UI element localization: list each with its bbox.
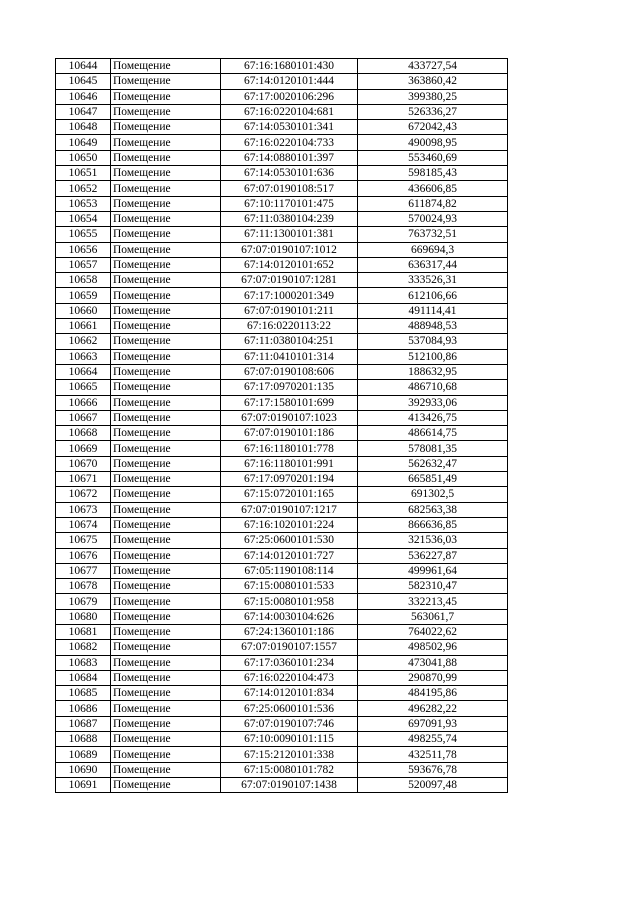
cadastral-value-cell: 363860,42 bbox=[358, 74, 508, 89]
row-number-cell: 10649 bbox=[56, 135, 111, 150]
row-number-cell: 10680 bbox=[56, 609, 111, 624]
table-row bbox=[56, 548, 508, 563]
cadastral-value-cell: 582310,47 bbox=[358, 579, 508, 594]
cadastral-number-cell: 67:07:0190107:746 bbox=[221, 716, 358, 731]
object-type-cell: Помещение bbox=[111, 426, 221, 441]
object-type-cell: Помещение bbox=[111, 181, 221, 196]
table-row bbox=[56, 716, 508, 731]
cadastral-number-cell: 67:25:0600101:530 bbox=[221, 533, 358, 548]
row-number-cell: 10675 bbox=[56, 533, 111, 548]
cadastral-value-cell: 672042,43 bbox=[358, 120, 508, 135]
cadastral-number-cell: 67:16:0220104:681 bbox=[221, 104, 358, 119]
row-number-cell: 10671 bbox=[56, 472, 111, 487]
table-row bbox=[56, 609, 508, 624]
cadastral-value-cell: 498255,74 bbox=[358, 732, 508, 747]
row-number-cell: 10683 bbox=[56, 655, 111, 670]
object-type-cell: Помещение bbox=[111, 288, 221, 303]
row-number-cell: 10653 bbox=[56, 196, 111, 211]
object-type-cell: Помещение bbox=[111, 640, 221, 655]
object-type-cell: Помещение bbox=[111, 487, 221, 502]
table-row bbox=[56, 89, 508, 104]
table-row bbox=[56, 150, 508, 165]
row-number-cell: 10687 bbox=[56, 716, 111, 731]
object-type-cell: Помещение bbox=[111, 227, 221, 242]
cadastral-number-cell: 67:17:0970201:135 bbox=[221, 380, 358, 395]
row-number-cell: 10690 bbox=[56, 762, 111, 777]
object-type-cell: Помещение bbox=[111, 319, 221, 334]
table-row bbox=[56, 441, 508, 456]
row-number-cell: 10645 bbox=[56, 74, 111, 89]
row-number-cell: 10644 bbox=[56, 59, 111, 74]
row-number-cell: 10647 bbox=[56, 104, 111, 119]
table-row bbox=[56, 777, 508, 792]
object-type-cell: Помещение bbox=[111, 74, 221, 89]
cadastral-value-cell: 520097,48 bbox=[358, 777, 508, 792]
cadastral-number-cell: 67:16:0220113:22 bbox=[221, 319, 358, 334]
cadastral-value-cell: 432511,78 bbox=[358, 747, 508, 762]
table-row bbox=[56, 242, 508, 257]
row-number-cell: 10652 bbox=[56, 181, 111, 196]
table-row bbox=[56, 624, 508, 639]
object-type-cell: Помещение bbox=[111, 395, 221, 410]
cadastral-number-cell: 67:07:0190108:606 bbox=[221, 364, 358, 379]
table-row bbox=[56, 502, 508, 517]
cadastral-value-cell: 691302,5 bbox=[358, 487, 508, 502]
cadastral-number-cell: 67:07:0190107:1023 bbox=[221, 410, 358, 425]
object-type-cell: Помещение bbox=[111, 716, 221, 731]
cadastral-number-cell: 67:14:0530101:341 bbox=[221, 120, 358, 135]
row-number-cell: 10673 bbox=[56, 502, 111, 517]
object-type-cell: Помещение bbox=[111, 655, 221, 670]
cadastral-number-cell: 67:17:0360101:234 bbox=[221, 655, 358, 670]
object-type-cell: Помещение bbox=[111, 303, 221, 318]
cadastral-number-cell: 67:17:1580101:699 bbox=[221, 395, 358, 410]
cadastral-number-cell: 67:07:0190107:1438 bbox=[221, 777, 358, 792]
cadastral-value-cell: 499961,64 bbox=[358, 563, 508, 578]
cadastral-value-cell: 290870,99 bbox=[358, 670, 508, 685]
row-number-cell: 10691 bbox=[56, 777, 111, 792]
cadastral-value-cell: 593676,78 bbox=[358, 762, 508, 777]
cadastral-value-cell: 321536,03 bbox=[358, 533, 508, 548]
cadastral-value-cell: 490098,95 bbox=[358, 135, 508, 150]
row-number-cell: 10682 bbox=[56, 640, 111, 655]
cadastral-number-cell: 67:16:1180101:991 bbox=[221, 456, 358, 471]
table-row bbox=[56, 334, 508, 349]
table-row bbox=[56, 227, 508, 242]
cadastral-number-cell: 67:10:1170101:475 bbox=[221, 196, 358, 211]
row-number-cell: 10669 bbox=[56, 441, 111, 456]
row-number-cell: 10679 bbox=[56, 594, 111, 609]
object-type-cell: Помещение bbox=[111, 762, 221, 777]
row-number-cell: 10678 bbox=[56, 579, 111, 594]
object-type-cell: Помещение bbox=[111, 747, 221, 762]
row-number-cell: 10657 bbox=[56, 257, 111, 272]
row-number-cell: 10664 bbox=[56, 364, 111, 379]
cadastral-number-cell: 67:15:0720101:165 bbox=[221, 487, 358, 502]
cadastral-value-cell: 498502,96 bbox=[358, 640, 508, 655]
row-number-cell: 10684 bbox=[56, 670, 111, 685]
cadastral-number-cell: 67:14:0880101:397 bbox=[221, 150, 358, 165]
cadastral-number-cell: 67:14:0030104:626 bbox=[221, 609, 358, 624]
cadastral-value-cell: 665851,49 bbox=[358, 472, 508, 487]
object-type-cell: Помещение bbox=[111, 135, 221, 150]
table-row bbox=[56, 410, 508, 425]
table-row bbox=[56, 517, 508, 532]
cadastral-value-cell: 563061,7 bbox=[358, 609, 508, 624]
cadastral-value-cell: 496282,22 bbox=[358, 701, 508, 716]
object-type-cell: Помещение bbox=[111, 150, 221, 165]
cadastral-value-cell: 697091,93 bbox=[358, 716, 508, 731]
cadastral-value-cell: 486614,75 bbox=[358, 426, 508, 441]
cadastral-number-cell: 67:16:1680101:430 bbox=[221, 59, 358, 74]
object-type-cell: Помещение bbox=[111, 732, 221, 747]
table-row bbox=[56, 487, 508, 502]
cadastral-value-cell: 188632,95 bbox=[358, 364, 508, 379]
row-number-cell: 10655 bbox=[56, 227, 111, 242]
row-number-cell: 10672 bbox=[56, 487, 111, 502]
cadastral-value-cell: 413426,75 bbox=[358, 410, 508, 425]
cadastral-value-cell: 433727,54 bbox=[358, 59, 508, 74]
object-type-cell: Помещение bbox=[111, 211, 221, 226]
cadastral-number-cell: 67:11:0380104:239 bbox=[221, 211, 358, 226]
row-number-cell: 10662 bbox=[56, 334, 111, 349]
row-number-cell: 10688 bbox=[56, 732, 111, 747]
cadastral-value-table bbox=[55, 58, 508, 793]
row-number-cell: 10663 bbox=[56, 349, 111, 364]
table-row bbox=[56, 135, 508, 150]
table-row bbox=[56, 181, 508, 196]
object-type-cell: Помещение bbox=[111, 273, 221, 288]
row-number-cell: 10667 bbox=[56, 410, 111, 425]
cadastral-value-cell: 553460,69 bbox=[358, 150, 508, 165]
table-row bbox=[56, 104, 508, 119]
cadastral-number-cell: 67:17:0970201:194 bbox=[221, 472, 358, 487]
object-type-cell: Помещение bbox=[111, 456, 221, 471]
row-number-cell: 10681 bbox=[56, 624, 111, 639]
object-type-cell: Помещение bbox=[111, 594, 221, 609]
table-row bbox=[56, 211, 508, 226]
cadastral-value-cell: 486710,68 bbox=[358, 380, 508, 395]
cadastral-number-cell: 67:16:0220104:733 bbox=[221, 135, 358, 150]
cadastral-number-cell: 67:11:0410101:314 bbox=[221, 349, 358, 364]
object-type-cell: Помещение bbox=[111, 533, 221, 548]
cadastral-number-cell: 67:17:1000201:349 bbox=[221, 288, 358, 303]
cadastral-number-cell: 67:14:0120101:444 bbox=[221, 74, 358, 89]
object-type-cell: Помещение bbox=[111, 472, 221, 487]
table-row bbox=[56, 364, 508, 379]
object-type-cell: Помещение bbox=[111, 104, 221, 119]
cadastral-value-cell: 332213,45 bbox=[358, 594, 508, 609]
row-number-cell: 10670 bbox=[56, 456, 111, 471]
cadastral-number-cell: 67:07:0190107:1557 bbox=[221, 640, 358, 655]
object-type-cell: Помещение bbox=[111, 670, 221, 685]
cadastral-value-cell: 570024,93 bbox=[358, 211, 508, 226]
cadastral-value-cell: 669694,3 bbox=[358, 242, 508, 257]
cadastral-number-cell: 67:15:0080101:958 bbox=[221, 594, 358, 609]
row-number-cell: 10674 bbox=[56, 517, 111, 532]
row-number-cell: 10668 bbox=[56, 426, 111, 441]
object-type-cell: Помещение bbox=[111, 196, 221, 211]
cadastral-number-cell: 67:17:0020106:296 bbox=[221, 89, 358, 104]
cadastral-number-cell: 67:16:1020101:224 bbox=[221, 517, 358, 532]
object-type-cell: Помещение bbox=[111, 349, 221, 364]
object-type-cell: Помещение bbox=[111, 166, 221, 181]
cadastral-number-cell: 67:14:0120101:652 bbox=[221, 257, 358, 272]
table-row bbox=[56, 655, 508, 670]
object-type-cell: Помещение bbox=[111, 579, 221, 594]
table-row bbox=[56, 670, 508, 685]
row-number-cell: 10659 bbox=[56, 288, 111, 303]
cadastral-value-cell: 562632,47 bbox=[358, 456, 508, 471]
object-type-cell: Помещение bbox=[111, 548, 221, 563]
cadastral-value-cell: 491114,41 bbox=[358, 303, 508, 318]
table-row bbox=[56, 456, 508, 471]
object-type-cell: Помещение bbox=[111, 334, 221, 349]
object-type-cell: Помещение bbox=[111, 441, 221, 456]
cadastral-number-cell: 67:07:0190107:1012 bbox=[221, 242, 358, 257]
cadastral-number-cell: 67:07:0190101:211 bbox=[221, 303, 358, 318]
cadastral-number-cell: 67:11:1300101:381 bbox=[221, 227, 358, 242]
cadastral-value-cell: 526336,27 bbox=[358, 104, 508, 119]
cadastral-number-cell: 67:14:0120101:727 bbox=[221, 548, 358, 563]
cadastral-value-cell: 611874,82 bbox=[358, 196, 508, 211]
object-type-cell: Помещение bbox=[111, 380, 221, 395]
table-row bbox=[56, 426, 508, 441]
row-number-cell: 10661 bbox=[56, 319, 111, 334]
row-number-cell: 10666 bbox=[56, 395, 111, 410]
cadastral-value-cell: 612106,66 bbox=[358, 288, 508, 303]
cadastral-value-cell: 488948,53 bbox=[358, 319, 508, 334]
cadastral-number-cell: 67:14:0530101:636 bbox=[221, 166, 358, 181]
table-row bbox=[56, 762, 508, 777]
table-row bbox=[56, 732, 508, 747]
row-number-cell: 10658 bbox=[56, 273, 111, 288]
cadastral-value-cell: 333526,31 bbox=[358, 273, 508, 288]
object-type-cell: Помещение bbox=[111, 563, 221, 578]
table-row bbox=[56, 686, 508, 701]
object-type-cell: Помещение bbox=[111, 89, 221, 104]
cadastral-value-cell: 399380,25 bbox=[358, 89, 508, 104]
row-number-cell: 10665 bbox=[56, 380, 111, 395]
row-number-cell: 10646 bbox=[56, 89, 111, 104]
row-number-cell: 10689 bbox=[56, 747, 111, 762]
row-number-cell: 10677 bbox=[56, 563, 111, 578]
cadastral-number-cell: 67:14:0120101:834 bbox=[221, 686, 358, 701]
cadastral-value-cell: 763732,51 bbox=[358, 227, 508, 242]
cadastral-number-cell: 67:11:0380104:251 bbox=[221, 334, 358, 349]
table-row bbox=[56, 273, 508, 288]
cadastral-value-cell: 537084,93 bbox=[358, 334, 508, 349]
object-type-cell: Помещение bbox=[111, 624, 221, 639]
cadastral-number-cell: 67:07:0190101:186 bbox=[221, 426, 358, 441]
cadastral-value-cell: 473041,88 bbox=[358, 655, 508, 670]
object-type-cell: Помещение bbox=[111, 410, 221, 425]
table-body bbox=[56, 59, 508, 793]
table-row bbox=[56, 395, 508, 410]
row-number-cell: 10656 bbox=[56, 242, 111, 257]
row-number-cell: 10676 bbox=[56, 548, 111, 563]
cadastral-value-cell: 598185,43 bbox=[358, 166, 508, 181]
cadastral-number-cell: 67:07:0190107:1281 bbox=[221, 273, 358, 288]
object-type-cell: Помещение bbox=[111, 257, 221, 272]
cadastral-number-cell: 67:24:1360101:186 bbox=[221, 624, 358, 639]
row-number-cell: 10685 bbox=[56, 686, 111, 701]
object-type-cell: Помещение bbox=[111, 517, 221, 532]
cadastral-number-cell: 67:16:0220104:473 bbox=[221, 670, 358, 685]
table-row bbox=[56, 59, 508, 74]
table-row bbox=[56, 533, 508, 548]
table-row bbox=[56, 349, 508, 364]
table-row bbox=[56, 579, 508, 594]
cadastral-number-cell: 67:07:0190107:1217 bbox=[221, 502, 358, 517]
cadastral-value-cell: 578081,35 bbox=[358, 441, 508, 456]
row-number-cell: 10686 bbox=[56, 701, 111, 716]
cadastral-number-cell: 67:10:0090101:115 bbox=[221, 732, 358, 747]
row-number-cell: 10648 bbox=[56, 120, 111, 135]
cadastral-value-cell: 536227,87 bbox=[358, 548, 508, 563]
row-number-cell: 10654 bbox=[56, 211, 111, 226]
cadastral-value-cell: 484195,86 bbox=[358, 686, 508, 701]
cadastral-number-cell: 67:15:0080101:782 bbox=[221, 762, 358, 777]
row-number-cell: 10651 bbox=[56, 166, 111, 181]
table-row bbox=[56, 319, 508, 334]
cadastral-number-cell: 67:15:2120101:338 bbox=[221, 747, 358, 762]
table-row bbox=[56, 472, 508, 487]
table-row bbox=[56, 257, 508, 272]
table-row bbox=[56, 640, 508, 655]
table-row bbox=[56, 74, 508, 89]
object-type-cell: Помещение bbox=[111, 686, 221, 701]
cadastral-value-cell: 682563,38 bbox=[358, 502, 508, 517]
object-type-cell: Помещение bbox=[111, 364, 221, 379]
cadastral-value-cell: 512100,86 bbox=[358, 349, 508, 364]
cadastral-number-cell: 67:15:0080101:533 bbox=[221, 579, 358, 594]
table-row bbox=[56, 701, 508, 716]
object-type-cell: Помещение bbox=[111, 59, 221, 74]
row-number-cell: 10650 bbox=[56, 150, 111, 165]
table-row bbox=[56, 747, 508, 762]
cadastral-number-cell: 67:05:1190108:114 bbox=[221, 563, 358, 578]
cadastral-value-cell: 866636,85 bbox=[358, 517, 508, 532]
table-row bbox=[56, 303, 508, 318]
cadastral-number-cell: 67:25:0600101:536 bbox=[221, 701, 358, 716]
cadastral-value-cell: 392933,06 bbox=[358, 395, 508, 410]
table-row bbox=[56, 120, 508, 135]
table-row bbox=[56, 594, 508, 609]
object-type-cell: Помещение bbox=[111, 242, 221, 257]
table-row bbox=[56, 288, 508, 303]
cadastral-value-cell: 636317,44 bbox=[358, 257, 508, 272]
cadastral-value-cell: 436606,85 bbox=[358, 181, 508, 196]
table-row bbox=[56, 380, 508, 395]
object-type-cell: Помещение bbox=[111, 609, 221, 624]
object-type-cell: Помещение bbox=[111, 502, 221, 517]
object-type-cell: Помещение bbox=[111, 701, 221, 716]
row-number-cell: 10660 bbox=[56, 303, 111, 318]
table-row bbox=[56, 563, 508, 578]
cadastral-number-cell: 67:07:0190108:517 bbox=[221, 181, 358, 196]
table-row bbox=[56, 196, 508, 211]
table-row bbox=[56, 166, 508, 181]
object-type-cell: Помещение bbox=[111, 777, 221, 792]
object-type-cell: Помещение bbox=[111, 120, 221, 135]
cadastral-number-cell: 67:16:1180101:778 bbox=[221, 441, 358, 456]
cadastral-value-cell: 764022,62 bbox=[358, 624, 508, 639]
